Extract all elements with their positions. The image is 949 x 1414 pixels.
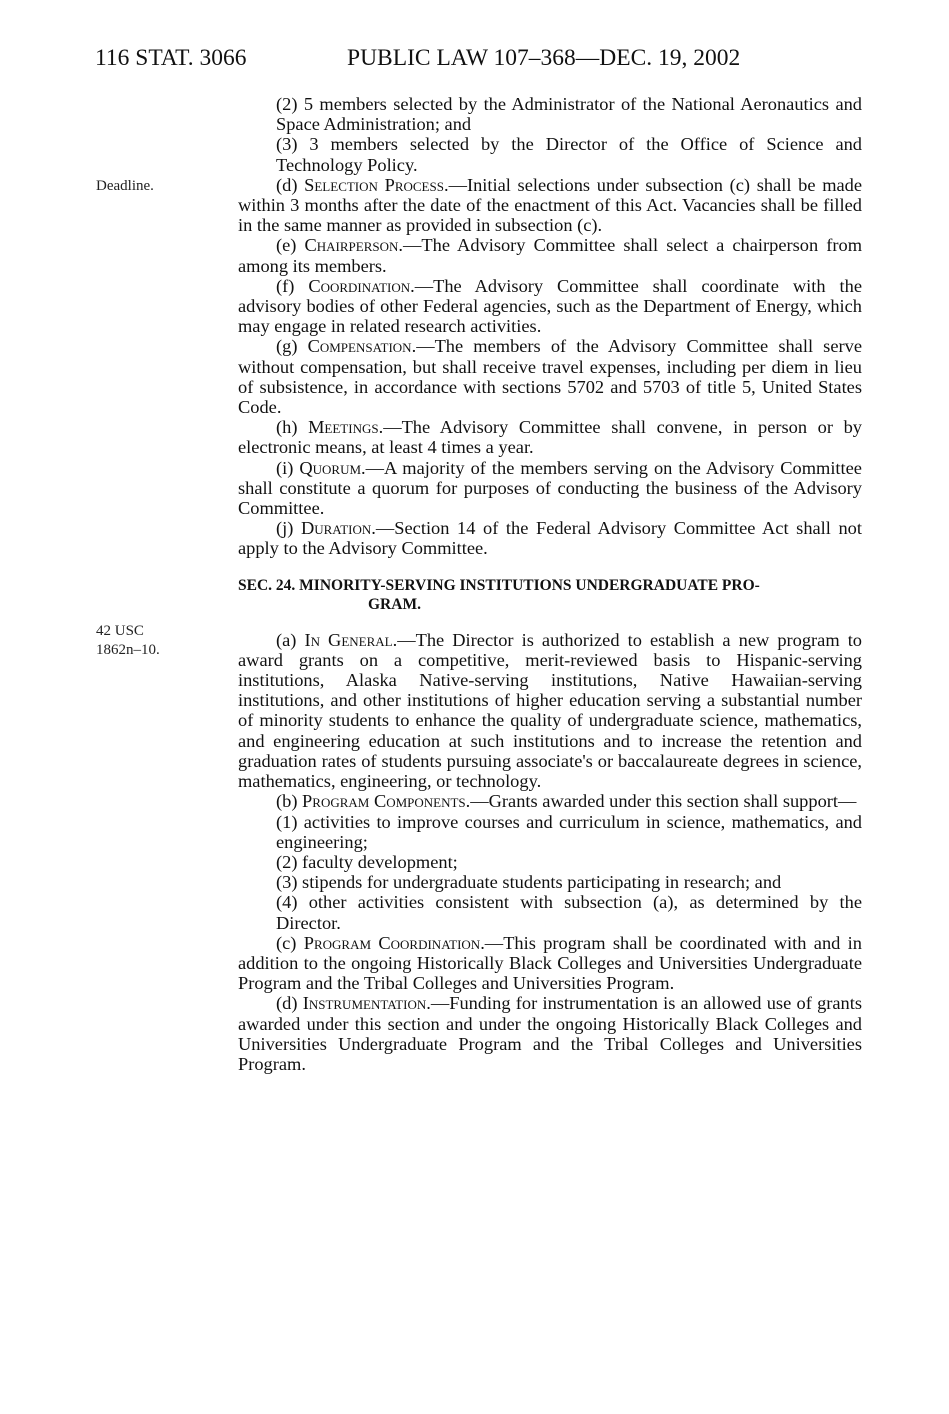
usc-citation-line2: 1862n–10.: [96, 642, 160, 658]
paragraph-c2: (2) 5 members selected by the Administrator of the National Aeronautics and Space Administration; and: [276, 94, 862, 135]
paragraph-label: (e): [276, 235, 305, 256]
paragraph-j-duration: [238, 518, 862, 558]
paragraph-b4: (4) other activities consistent with subsection (a), as determined by the Director.: [276, 892, 862, 933]
margin-note-deadline: Deadline.: [96, 178, 154, 194]
paragraph-text: —The members of the Advisory Committee shall serve without compensation, but shall receive travel expenses, including per diem in lieu of subsistence, in accordance with sections 5702 and 5703 of title 5, United States Code.: [238, 336, 862, 418]
paragraph-heading: In General.: [304, 629, 398, 650]
paragraph-label: (h): [276, 417, 309, 438]
paragraph-heading: Instrumentation.: [302, 993, 431, 1014]
paragraph-text: —The Advisory Committee shall convene, in person or by electronic means, at least 4 times a year.: [238, 417, 862, 458]
paragraph-label: (d): [276, 174, 305, 195]
paragraph-e-chairperson: [238, 235, 862, 275]
paragraph-c3: (3) 3 members selected by the Director of the Office of Science and Technology Policy.: [276, 134, 862, 175]
paragraph-text: —The Advisory Committee shall coordinate with the advisory bodies of other Federal agencies, such as the Department of Energy, which may engage in related research activities.: [238, 275, 862, 337]
paragraph-heading: Selection Process.: [304, 174, 449, 195]
paragraph-text: —Section 14 of the Federal Advisory Committee Act shall not apply to the Advisory Committee.: [238, 518, 862, 559]
paragraph-d-instrumentation: [238, 993, 862, 1074]
paragraph-heading: Coordination.: [308, 275, 415, 296]
paragraph-d-selection-process: [238, 175, 862, 236]
section-24-heading: [238, 576, 862, 614]
body-text: [238, 94, 862, 1074]
page-folio: 116 STAT. 3066: [95, 45, 247, 71]
paragraph-label: (d): [276, 993, 303, 1014]
paragraph-text: —Initial selections under subsection (c) shall be made within 3 months after the date of the enactment of this Act. Vacancies shall be filled in the same manner as provided in subsection (c).: [238, 174, 863, 236]
paragraph-heading: Meetings.: [308, 417, 384, 438]
paragraph-heading: Chairperson.: [304, 235, 403, 256]
paragraph-h-meetings: [238, 417, 862, 457]
paragraph-b-program-components: [238, 791, 862, 811]
margin-note-usc-citation: [96, 622, 160, 660]
paragraph-c-program-coordination: [238, 933, 862, 994]
paragraph-heading: Duration.: [300, 518, 376, 539]
paragraph-heading: Program Components.: [302, 791, 471, 812]
paragraph-label: (j): [276, 518, 301, 539]
paragraph-text: —Funding for instrumentation is an allowed use of grants awarded under this section and under the ongoing Historically Black Colleges and Universities Undergraduate Program and the Tribal Colleges and Universities Program.: [238, 993, 863, 1074]
paragraph-heading: Program Coordination.: [303, 932, 485, 953]
paragraph-b1: (1) activities to improve courses and curriculum in science, mathematics, and engineering;: [276, 811, 862, 852]
paragraph-a-in-general: [238, 630, 862, 792]
usc-citation-line1: 42 USC: [96, 623, 144, 639]
paragraph-label: (a): [276, 629, 305, 650]
paragraph-g-compensation: [238, 336, 862, 417]
paragraph-i-quorum: [238, 458, 862, 519]
paragraph-label: (f): [276, 275, 309, 296]
paragraph-label: (g): [276, 336, 308, 357]
paragraph-text: —This program shall be coordinated with and in addition to the ongoing Historically Black Colleges and Universities Undergraduate Program and the Tribal Colleges and Universities Program.: [238, 932, 862, 994]
paragraph-text: —A majority of the members serving on the Advisory Committee shall constitute a quorum for purposes of conducting the business of the Advisory Committee.: [238, 457, 862, 519]
paragraph-f-coordination: [238, 276, 862, 337]
paragraph-label: (i): [276, 457, 300, 478]
paragraph-b3: (3) stipends for undergraduate students participating in research; and: [276, 872, 782, 893]
paragraph-b2: (2) faculty development;: [276, 851, 458, 872]
paragraph-label: (c): [276, 932, 304, 953]
running-head: PUBLIC LAW 107–368—DEC. 19, 2002: [347, 45, 741, 71]
section-heading-line1: SEC. 24. MINORITY-SERVING INSTITUTIONS UNDERGRADUATE PRO-: [238, 576, 760, 594]
paragraph-text: —The Director is authorized to establish a new program to award grants on a competitive, merit-reviewed basis to Hispanic-serving institutions, Alaska Native-serving institutions, Native Hawaiian-serving institutions, and other institutions of higher education serving a substantial number of minority students to enhance the quality of undergraduate science, mathematics, and engineering education at such institutions and to increase the retention and graduation rates of students pursuing associate's or baccalaureate degrees in science, mathematics, engineering, or technology.: [238, 629, 862, 792]
paragraph-text: —The Advisory Committee shall select a chairperson from among its members.: [238, 235, 862, 276]
paragraph-heading: Compensation.: [307, 336, 417, 357]
paragraph-label: (b): [276, 791, 303, 812]
paragraph-text: —Grants awarded under this section shall support—: [470, 791, 857, 812]
section-heading-line2: GRAM.: [368, 595, 421, 613]
paragraph-heading: Quorum.: [299, 457, 366, 478]
